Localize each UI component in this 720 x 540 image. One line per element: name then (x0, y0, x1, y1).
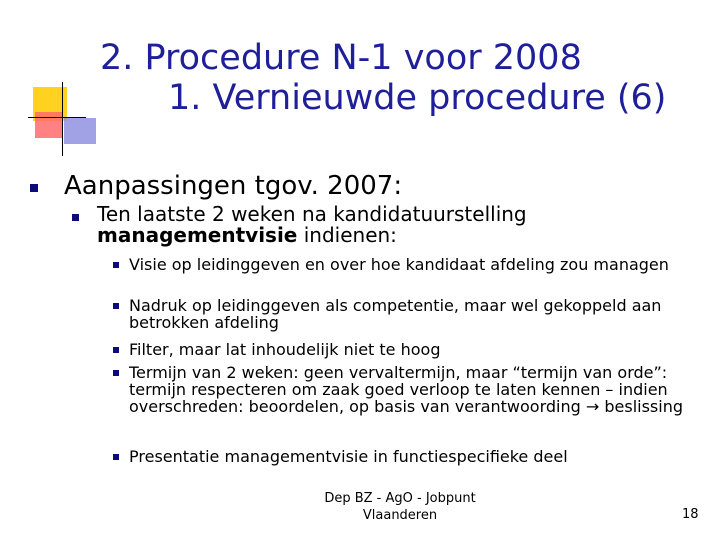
sub-bullet-2: Nadruk op leidinggeven als competentie, maar wel gekoppeld aan betrokken afdeling (129, 296, 662, 332)
level2-text-after: indienen: (297, 223, 397, 247)
bullet-square-icon (72, 214, 79, 221)
sub-bullet-4: Termijn van 2 weken: geen vervaltermijn, maar “termijn van orde”: termijn respecteren om zaak goed verloop te laten kennen – indien overschreden: beoordelen, op basis van verantwoording → beslissing (129, 363, 683, 416)
title-line-1: 2. Procedure N-1 voor 2008 (100, 38, 582, 78)
page-number: 18 (682, 507, 699, 522)
sub-bullet-5: Presentatie managementvisie in functiespecifieke deel (129, 447, 568, 466)
bullet-square-icon (113, 347, 119, 353)
bullet-square-icon (30, 184, 38, 192)
deco-vertical-line (62, 82, 63, 156)
bullet-square-icon (113, 303, 119, 309)
level2-text-bold: managementvisie (97, 223, 298, 247)
bullet-square-icon (113, 262, 119, 268)
slide-title (100, 38, 700, 118)
bullet-square-icon (113, 370, 119, 376)
level1-text: Aanpassingen tgov. 2007: (64, 171, 403, 201)
deco-horizontal-line (28, 117, 86, 118)
level2-text-before: Ten laatste 2 weken na kandidatuurstelling (97, 202, 527, 226)
sub-bullet-1: Visie op leidinggeven en over hoe kandidaat afdeling zou managen (129, 255, 669, 274)
deco-red-square (35, 112, 63, 138)
deco-blue-square (64, 118, 96, 144)
footer-line-1: Dep BZ - AgO - Jobpunt (324, 491, 476, 506)
sub-bullet-3: Filter, maar lat inhoudelijk niet te hoog (129, 340, 441, 359)
title-line-2: 1. Vernieuwde procedure (6) (168, 78, 667, 118)
bullet-square-icon (113, 454, 119, 460)
level2-text (97, 204, 657, 246)
footer-line-2: Vlaanderen (362, 508, 438, 523)
footer (300, 490, 500, 524)
